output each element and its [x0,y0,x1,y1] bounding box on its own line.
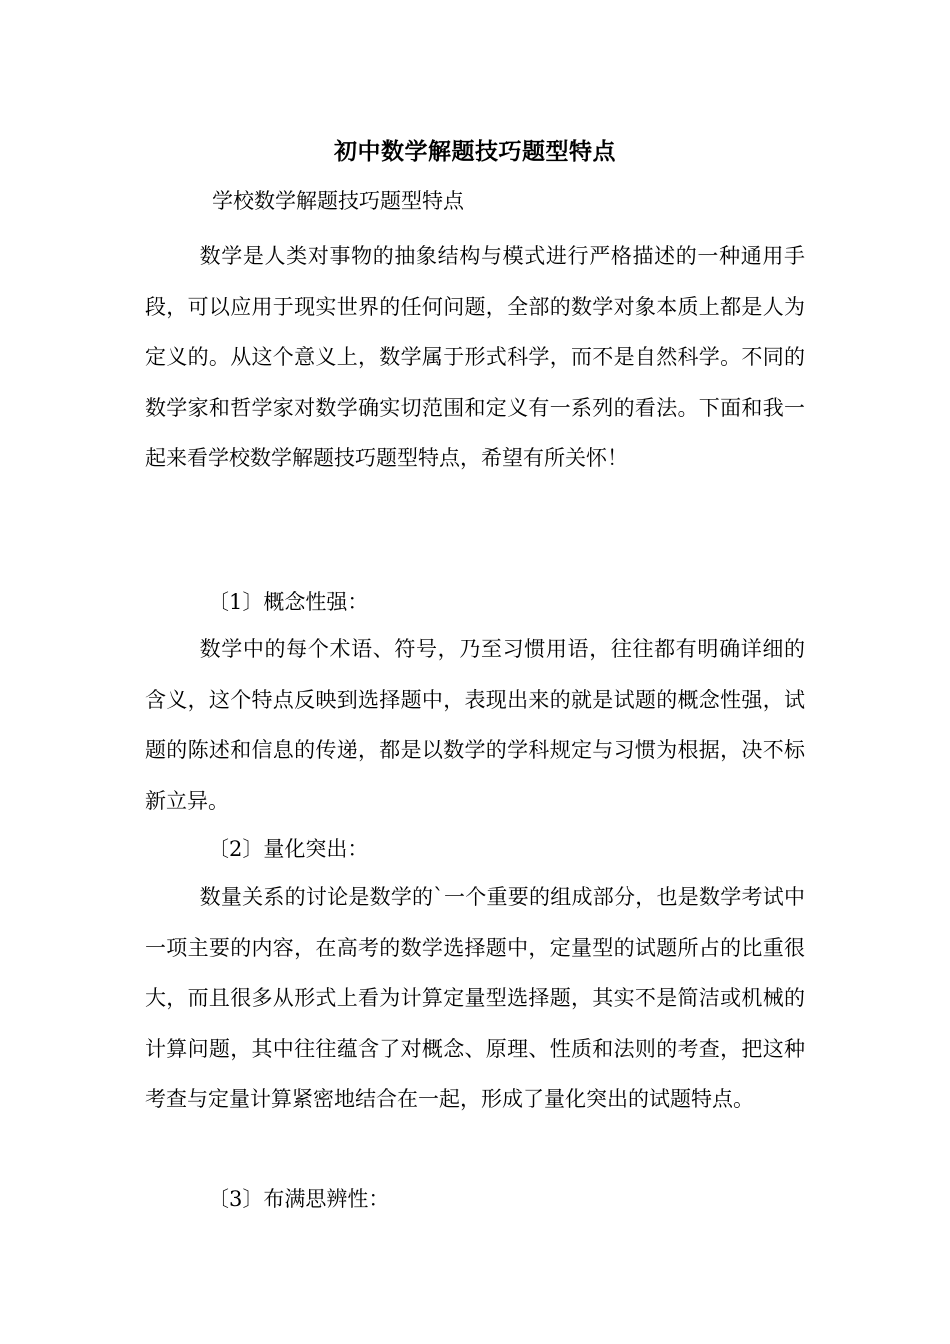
section-heading-1: 〔1〕概念性强： [208,590,369,614]
section-body-2: 数量关系的讨论是数学的`一个重要的组成部分，也是数学考试中一项主要的内容，在高考的数学选择题中，定量型的试题所占的比重很大，而且很多从形式上看为计算定量型选择题，其实不是简洁或机械的计算问题，其中往往蕴含了对概念、原理、性质和法则的考查，把这种考查与定量计算紧密地结合在一起，形成了量化突出的试题特点。 [145,885,805,1112]
document-subtitle: 学校数学解题技巧题型特点 [212,189,464,213]
section-body-1: 数学中的每个术语、符号，乃至习惯用语，往往都有明确详细的含义，这个特点反映到选择题中，表现出来的就是试题的概念性强，试题的陈述和信息的传递，都是以数学的学科规定与习惯为根据，决不标新立异。 [145,637,805,813]
section-heading-3: 〔3〕布满思辨性： [208,1187,390,1211]
intro-paragraph: 数学是人类对事物的抽象结构与模式进行严格描述的一种通用手段，可以应用于现实世界的任何问题，全部的数学对象本质上都是人为定义的。从这个意义上，数学属于形式科学，而不是自然科学。不同的数学家和哲学家对数学确实切范围和定义有一系列的看法。下面和我一起来看学校数学解题技巧题型特点，希望有所关怀！ [145,244,805,471]
section-heading-2: 〔2〕量化突出： [208,837,369,861]
document-title: 初中数学解题技巧题型特点 [334,138,616,165]
